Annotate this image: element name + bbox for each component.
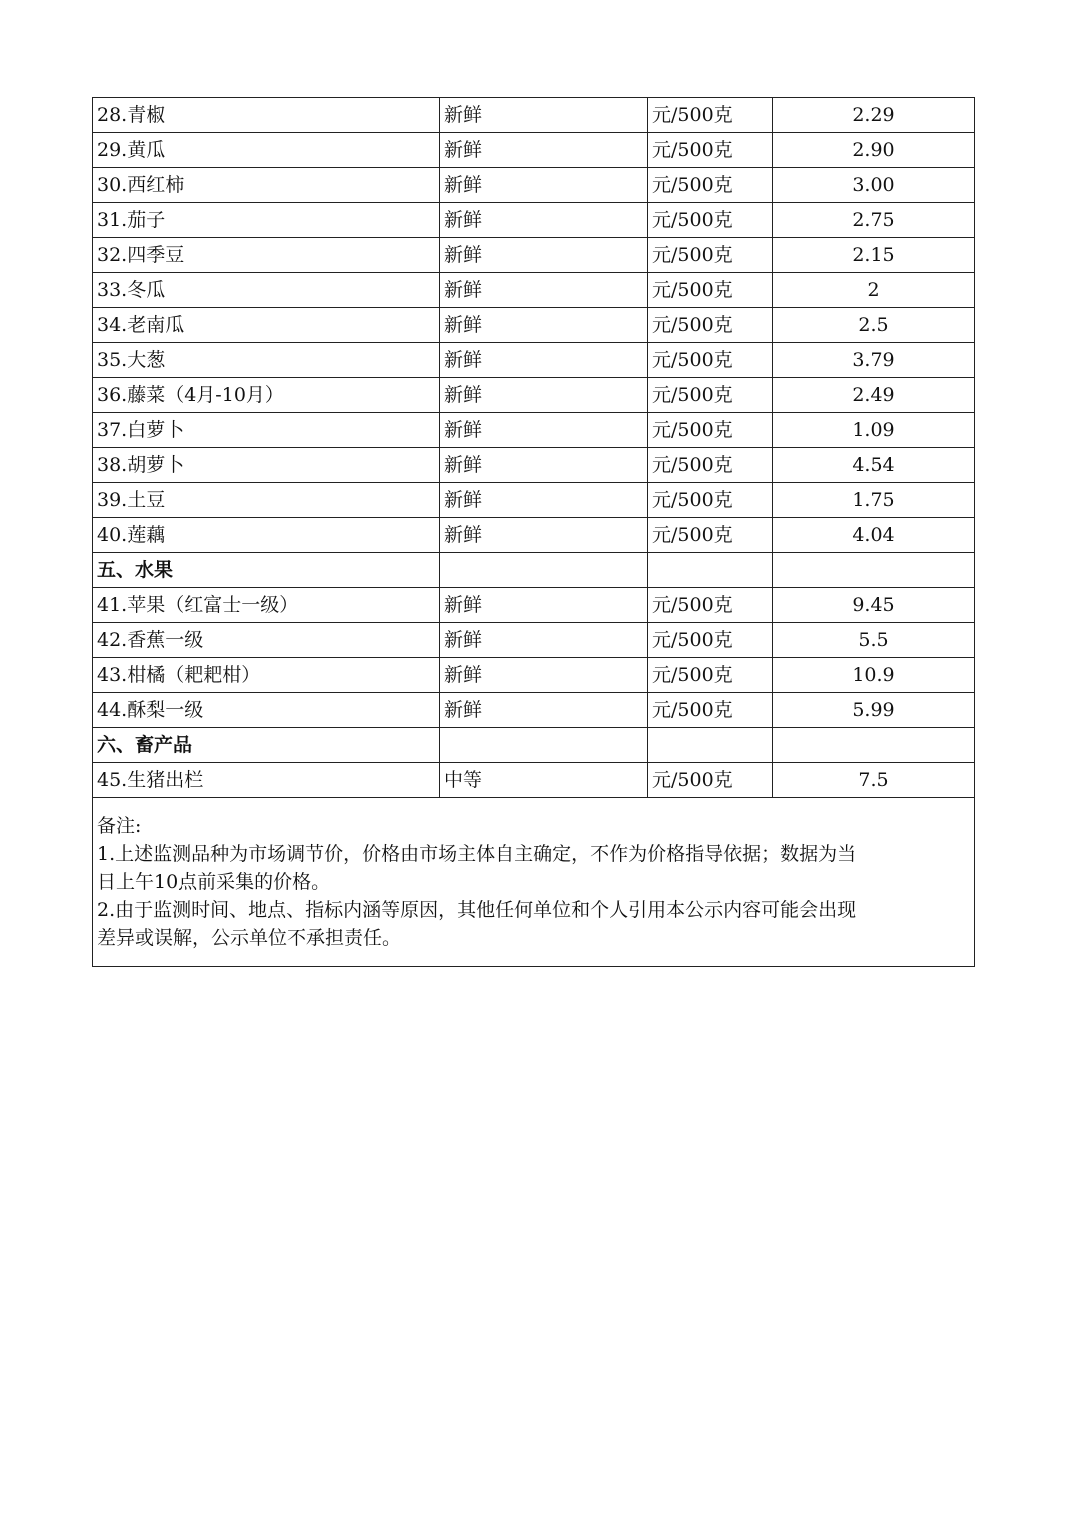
unit-cell: 元/500克 bbox=[648, 238, 773, 273]
spec-cell: 新鲜 bbox=[440, 168, 648, 203]
table-row bbox=[93, 273, 975, 308]
price-cell: 2.49 bbox=[773, 378, 975, 413]
unit-cell: 元/500克 bbox=[648, 98, 773, 133]
unit-cell bbox=[648, 553, 773, 588]
table-row bbox=[93, 238, 975, 273]
unit-cell bbox=[648, 728, 773, 763]
note-2-line-a: 2.由于监测时间、地点、指标内涵等原因，其他任何单位和个人引用本公示内容可能会出现 bbox=[97, 899, 857, 921]
notes-cell bbox=[93, 798, 975, 967]
note-1-line-a: 1.上述监测品种为市场调节价，价格由市场主体自主确定，不作为价格指导依据；数据为当 bbox=[97, 843, 857, 865]
table-row bbox=[93, 203, 975, 238]
unit-cell: 元/500克 bbox=[648, 203, 773, 238]
spec-cell: 新鲜 bbox=[440, 343, 648, 378]
unit-cell: 元/500克 bbox=[648, 623, 773, 658]
spec-cell: 新鲜 bbox=[440, 448, 648, 483]
unit-cell: 元/500克 bbox=[648, 273, 773, 308]
table-row bbox=[93, 168, 975, 203]
item-name-cell: 29.黄瓜 bbox=[93, 133, 440, 168]
item-name-cell: 43.柑橘（耙耙柑） bbox=[93, 658, 440, 693]
item-name-cell: 31.茄子 bbox=[93, 203, 440, 238]
price-cell: 1.09 bbox=[773, 413, 975, 448]
item-name-cell: 五、水果 bbox=[93, 553, 440, 588]
price-cell: 2.90 bbox=[773, 133, 975, 168]
unit-cell: 元/500克 bbox=[648, 413, 773, 448]
item-name-cell: 30.西红柿 bbox=[93, 168, 440, 203]
item-name-cell: 33.冬瓜 bbox=[93, 273, 440, 308]
price-cell: 4.54 bbox=[773, 448, 975, 483]
spec-cell: 新鲜 bbox=[440, 308, 648, 343]
unit-cell: 元/500克 bbox=[648, 518, 773, 553]
price-table-body bbox=[93, 98, 975, 798]
price-cell: 2.75 bbox=[773, 203, 975, 238]
table-row bbox=[93, 343, 975, 378]
table-row bbox=[93, 308, 975, 343]
spec-cell: 新鲜 bbox=[440, 588, 648, 623]
spec-cell: 新鲜 bbox=[440, 623, 648, 658]
unit-cell: 元/500克 bbox=[648, 763, 773, 798]
item-name-cell: 35.大葱 bbox=[93, 343, 440, 378]
item-name-cell: 45.生猪出栏 bbox=[93, 763, 440, 798]
notes-heading: 备注: bbox=[97, 815, 142, 837]
item-name-cell: 39.土豆 bbox=[93, 483, 440, 518]
price-cell: 1.75 bbox=[773, 483, 975, 518]
table-row bbox=[93, 413, 975, 448]
unit-cell: 元/500克 bbox=[648, 448, 773, 483]
price-cell: 10.9 bbox=[773, 658, 975, 693]
price-cell: 2.5 bbox=[773, 308, 975, 343]
price-cell: 4.04 bbox=[773, 518, 975, 553]
spec-cell: 新鲜 bbox=[440, 483, 648, 518]
spec-cell: 新鲜 bbox=[440, 98, 648, 133]
table-row bbox=[93, 448, 975, 483]
table-row bbox=[93, 693, 975, 728]
spec-cell: 新鲜 bbox=[440, 238, 648, 273]
unit-cell: 元/500克 bbox=[648, 308, 773, 343]
price-cell: 7.5 bbox=[773, 763, 975, 798]
table-row bbox=[93, 133, 975, 168]
price-cell: 3.79 bbox=[773, 343, 975, 378]
item-name-cell: 28.青椒 bbox=[93, 98, 440, 133]
item-name-cell: 37.白萝卜 bbox=[93, 413, 440, 448]
spec-cell: 新鲜 bbox=[440, 378, 648, 413]
price-cell: 2 bbox=[773, 273, 975, 308]
section-header-row bbox=[93, 553, 975, 588]
table-row bbox=[93, 623, 975, 658]
table-row bbox=[93, 588, 975, 623]
unit-cell: 元/500克 bbox=[648, 168, 773, 203]
table-row bbox=[93, 378, 975, 413]
note-1-line-b: 日上午10点前采集的价格。 bbox=[97, 871, 331, 893]
unit-cell: 元/500克 bbox=[648, 343, 773, 378]
price-cell bbox=[773, 728, 975, 763]
item-name-cell: 44.酥梨一级 bbox=[93, 693, 440, 728]
item-name-cell: 38.胡萝卜 bbox=[93, 448, 440, 483]
unit-cell: 元/500克 bbox=[648, 483, 773, 518]
item-name-cell: 40.莲藕 bbox=[93, 518, 440, 553]
price-cell: 2.29 bbox=[773, 98, 975, 133]
price-cell: 9.45 bbox=[773, 588, 975, 623]
price-cell: 5.5 bbox=[773, 623, 975, 658]
spec-cell: 新鲜 bbox=[440, 413, 648, 448]
notes-row bbox=[93, 798, 975, 967]
spec-cell: 新鲜 bbox=[440, 273, 648, 308]
price-cell: 5.99 bbox=[773, 693, 975, 728]
item-name-cell: 34.老南瓜 bbox=[93, 308, 440, 343]
price-cell bbox=[773, 553, 975, 588]
spec-cell bbox=[440, 553, 648, 588]
unit-cell: 元/500克 bbox=[648, 588, 773, 623]
section-header-row bbox=[93, 728, 975, 763]
table-row bbox=[93, 763, 975, 798]
table-row bbox=[93, 483, 975, 518]
item-name-cell: 六、畜产品 bbox=[93, 728, 440, 763]
spec-cell: 中等 bbox=[440, 763, 648, 798]
item-name-cell: 41.苹果（红富士一级） bbox=[93, 588, 440, 623]
note-2-line-b: 差异或误解，公示单位不承担责任。 bbox=[97, 927, 402, 949]
unit-cell: 元/500克 bbox=[648, 378, 773, 413]
item-name-cell: 36.藤菜（4月-10月） bbox=[93, 378, 440, 413]
spec-cell: 新鲜 bbox=[440, 518, 648, 553]
spec-cell: 新鲜 bbox=[440, 203, 648, 238]
spec-cell: 新鲜 bbox=[440, 693, 648, 728]
unit-cell: 元/500克 bbox=[648, 693, 773, 728]
spec-cell: 新鲜 bbox=[440, 133, 648, 168]
table-row bbox=[93, 518, 975, 553]
price-table bbox=[92, 97, 975, 967]
spec-cell: 新鲜 bbox=[440, 658, 648, 693]
unit-cell: 元/500克 bbox=[648, 133, 773, 168]
table-row bbox=[93, 98, 975, 133]
price-cell: 3.00 bbox=[773, 168, 975, 203]
unit-cell: 元/500克 bbox=[648, 658, 773, 693]
item-name-cell: 32.四季豆 bbox=[93, 238, 440, 273]
spec-cell bbox=[440, 728, 648, 763]
price-cell: 2.15 bbox=[773, 238, 975, 273]
table-row bbox=[93, 658, 975, 693]
item-name-cell: 42.香蕉一级 bbox=[93, 623, 440, 658]
